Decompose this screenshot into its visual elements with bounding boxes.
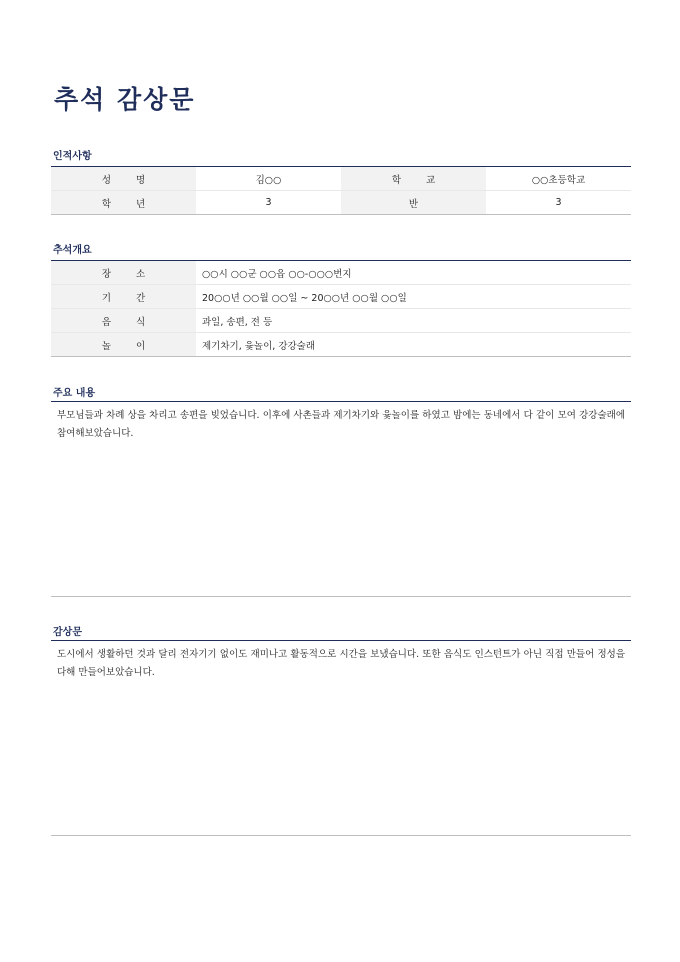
personal-info-table xyxy=(51,166,631,215)
overview-table xyxy=(51,260,631,357)
table-row xyxy=(51,261,631,285)
food-label: 음 식 xyxy=(51,309,196,333)
overview-section-label: 추석개요 xyxy=(53,245,92,256)
table-row xyxy=(51,167,631,191)
place-label: 장 소 xyxy=(51,261,196,285)
document-title: 추석 감상문 xyxy=(54,85,196,114)
class-value: 3 xyxy=(555,197,562,208)
games-value: 제기차기, 윷놀이, 강강술래 xyxy=(202,340,316,352)
place-value: ○○시 ○○군 ○○읍 ○○-○○○번지 xyxy=(196,261,631,285)
food-value: 과일, 송편, 전 등 xyxy=(196,309,631,333)
name-label: 성 명 xyxy=(51,167,196,191)
period-label: 기 간 xyxy=(51,285,196,309)
main-content-text: 부모님들과 차례 상을 차리고 송편을 빚었습니다. 이후에 사촌들과 제기차기와 윷놀이를 하였고 밤에는 동네에서 다 같이 모여 강강술래에 참여해보았습니다. xyxy=(57,410,625,439)
table-row xyxy=(51,191,631,215)
review-section-label: 감상문 xyxy=(53,627,82,638)
games-label: 놀 이 xyxy=(51,333,196,357)
school-label: 학 교 xyxy=(341,167,486,191)
personal-section-label: 인적사항 xyxy=(53,151,92,162)
main-content-box xyxy=(51,401,631,597)
table-row xyxy=(51,285,631,309)
grade-value: 3 xyxy=(265,197,272,208)
table-row xyxy=(51,333,631,357)
review-box xyxy=(51,640,631,836)
main-content-section-label: 주요 내용 xyxy=(53,388,96,399)
period-value: 20○○년 ○○월 ○○일 ~ 20○○년 ○○월 ○○일 xyxy=(196,285,631,309)
name-value: 김○○ xyxy=(196,167,341,191)
school-value: ○○초등학교 xyxy=(486,167,631,191)
class-label: 반 xyxy=(341,191,486,215)
table-row xyxy=(51,309,631,333)
grade-label: 학 년 xyxy=(51,191,196,215)
review-text: 도시에서 생활하던 것과 달리 전자기기 없이도 재미나고 활동적으로 시간을 보냈습니다. 또한 음식도 인스턴트가 아닌 직접 만들어 정성을 다해 만들어보았습니다. xyxy=(57,649,625,678)
